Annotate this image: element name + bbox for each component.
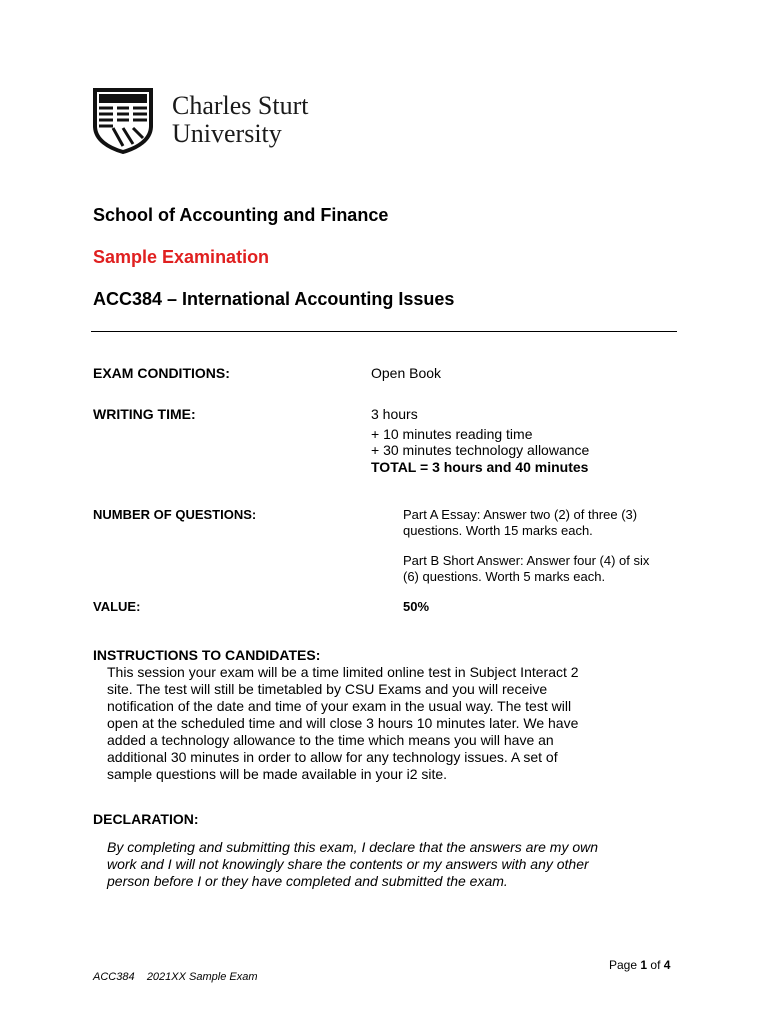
exam-conditions-value: Open Book xyxy=(371,365,442,381)
declaration-line: work and I will not knowingly share the contents or my answers with any other xyxy=(107,856,589,872)
value-amount: 50% xyxy=(403,599,430,614)
footer-exam-label: 2021XX Sample Exam xyxy=(146,971,258,983)
instructions-line: added a technology allowance to the time which means you will have an xyxy=(107,732,554,748)
writing-time-total: TOTAL = 3 hours and 40 minutes xyxy=(371,459,589,475)
university-name-line2: University xyxy=(172,119,282,148)
instructions-line: notification of the date and time of your exam in the usual way. The test will xyxy=(107,698,572,714)
footer-course-code: ACC384 xyxy=(93,971,135,983)
writing-time-label: WRITING TIME: xyxy=(93,406,196,422)
declaration-body xyxy=(107,839,667,890)
instructions-line: site. The test will still be timetabled by CSU Exams and you will receive xyxy=(107,681,548,697)
part-a-line2: questions. Worth 15 marks each. xyxy=(403,523,593,538)
page-number xyxy=(609,958,670,972)
declaration-line: person before I or they have completed and submitted the exam. xyxy=(107,873,508,889)
instructions-body xyxy=(107,664,647,783)
course-heading: ACC384 – International Accounting Issues xyxy=(93,289,455,309)
of-word: of xyxy=(650,958,661,972)
declaration-label: DECLARATION: xyxy=(93,811,199,827)
part-b-line1: Part B Short Answer: Answer four (4) of six xyxy=(403,553,650,568)
instructions-line: sample questions will be made available in your i2 site. xyxy=(107,766,448,782)
university-name-line1: Charles Sturt xyxy=(172,91,309,120)
declaration-line: By completing and submitting this exam, I declare that the answers are my own xyxy=(107,839,599,855)
value-label: VALUE: xyxy=(93,599,141,614)
instructions-line: This session your exam will be a time limited online test in Subject Interact 2 xyxy=(107,664,579,680)
questions-label: NUMBER OF QUESTIONS: xyxy=(93,507,257,522)
page-word: Page xyxy=(609,958,638,972)
exam-conditions-label: EXAM CONDITIONS: xyxy=(93,365,230,381)
page-total: 4 xyxy=(663,958,671,972)
school-heading: School of Accounting and Finance xyxy=(93,205,389,225)
writing-time-tech: + 30 minutes technology allowance xyxy=(371,442,590,458)
part-a-line1: Part A Essay: Answer two (2) of three (3) xyxy=(403,507,638,522)
divider xyxy=(91,331,677,332)
page-current: 1 xyxy=(640,958,648,972)
university-name xyxy=(172,92,309,148)
part-b-line2: (6) questions. Worth 5 marks each. xyxy=(403,569,606,584)
instructions-label: INSTRUCTIONS TO CANDIDATES: xyxy=(93,647,321,663)
exam-type-heading: Sample Examination xyxy=(93,247,270,267)
footer-label xyxy=(93,971,257,983)
instructions-line: open at the scheduled time and will close 3 hours 10 minutes later. We have xyxy=(107,715,579,731)
writing-time-reading: + 10 minutes reading time xyxy=(371,426,533,442)
writing-time-hours: 3 hours xyxy=(371,406,418,422)
shield-icon xyxy=(93,88,153,154)
instructions-line: additional 30 minutes in order to allow for any technology issues. A set of xyxy=(107,749,558,765)
